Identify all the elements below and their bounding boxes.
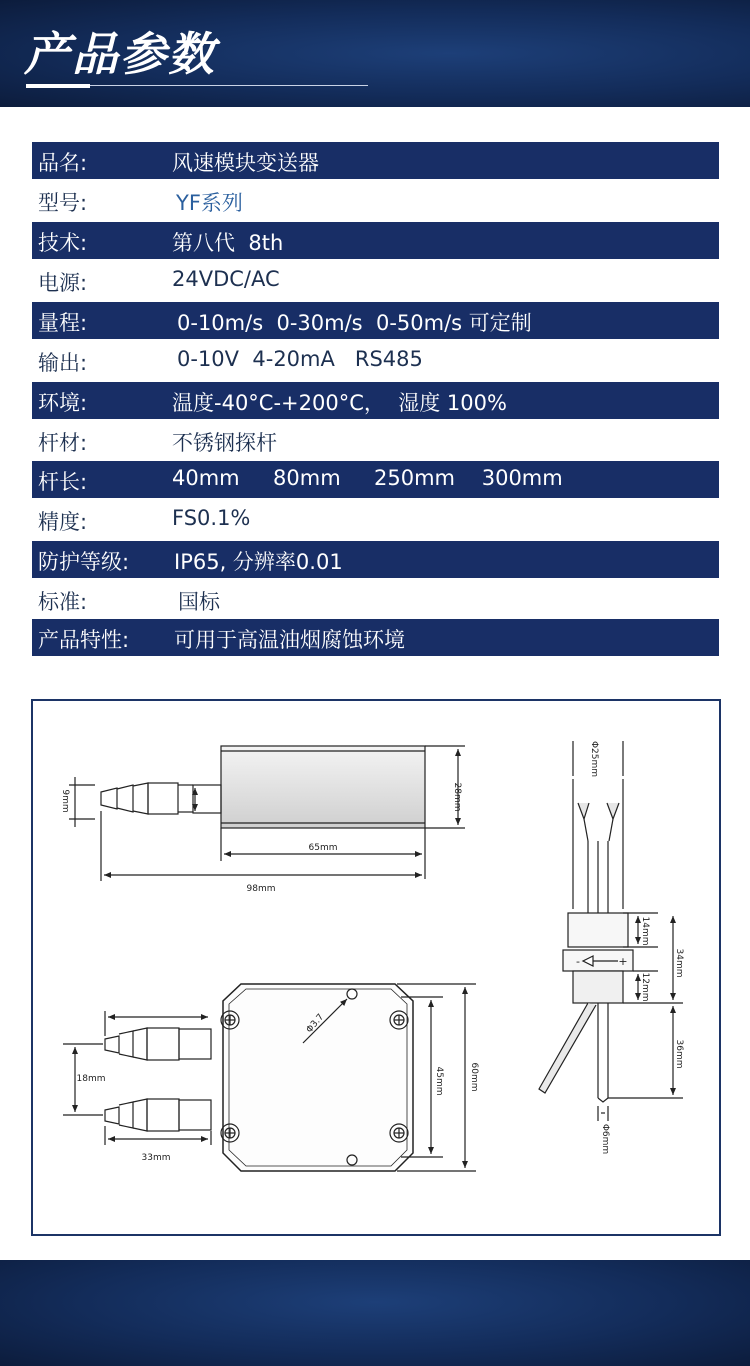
spec-key: 量程: [38,311,88,335]
arrow-minus-sign: - [576,955,580,968]
arrow-plus-sign: + [618,955,628,968]
top-view [105,984,413,1171]
spec-value: 国标 [178,590,220,614]
dim-label: 28mm [452,782,462,812]
header-banner [0,0,750,107]
spec-row [32,619,719,656]
spec-key: 品名: [38,151,88,175]
spec-value: IP65, 分辨率0.01 [174,550,343,574]
spec-row [32,541,719,578]
dim-label: 9mm [60,789,70,813]
dim-label: 60mm [469,1062,479,1092]
spec-key: 型号: [38,191,88,215]
spec-value: FS0.1% [172,506,251,530]
spec-row [32,142,719,179]
dim-label: Φ6mm [600,1123,610,1155]
spec-row [32,222,719,259]
dimension-drawing [31,699,721,1236]
dim-label: 12mm [640,972,650,1002]
dim-label: 45mm [434,1066,444,1096]
spec-value: 第八代 8th [172,231,284,255]
spec-row [32,342,719,379]
dim-label: 14mm [640,916,650,946]
technical-drawing-svg [33,701,719,1234]
spec-row [32,302,719,339]
dim-label: 18mm [76,1074,106,1084]
spec-key: 产品特性: [38,628,130,652]
spec-value: 0-10V 4-20mA RS485 [177,347,423,371]
spec-value: YF系列 [176,191,243,215]
title-underline-accent [26,84,90,88]
spec-key: 杆材: [38,431,88,455]
spec-key: 输出: [38,351,88,375]
spec-row [32,262,719,299]
footer-banner [0,1260,750,1366]
spec-key: 标准: [38,590,88,614]
spec-value: 温度-40°C-+200°C， 湿度 100% [172,391,507,415]
spec-value: 0-10m/s 0-30m/s 0-50m/s 可定制 [177,311,532,335]
spec-row [32,422,719,459]
dim-label: 34mm [674,948,684,978]
dim-label: Φ25mm [589,740,599,778]
spec-key: 防护等级: [38,550,130,574]
spec-key: 环境: [38,391,88,415]
dim-label: 98mm [246,884,276,894]
dim-label: 33mm [141,1153,171,1163]
spec-row [32,581,719,618]
probe-view [539,779,633,1102]
spec-row [32,382,719,419]
spec-value: 40mm 80mm 250mm 300mm [172,466,563,490]
spec-key: 电源: [38,271,88,295]
spec-row [32,182,719,219]
spec-key: 技术: [38,231,88,255]
spec-value: 不锈钢探杆 [172,431,277,455]
page-title: 产品参数 [24,27,216,81]
dim-label: 65mm [308,843,338,853]
spec-row [32,461,719,498]
spec-key: 杆长: [38,470,88,494]
spec-row [32,501,719,538]
dim-label: Φ3.7 [304,1012,327,1036]
dim-label: 36mm [674,1039,684,1069]
spec-value: 可用于高温油烟腐蚀环境 [174,628,405,652]
side-view [101,746,425,828]
spec-key: 精度: [38,510,88,534]
spec-value: 24VDC/AC [172,267,280,291]
spec-value: 风速模块变送器 [172,151,319,175]
